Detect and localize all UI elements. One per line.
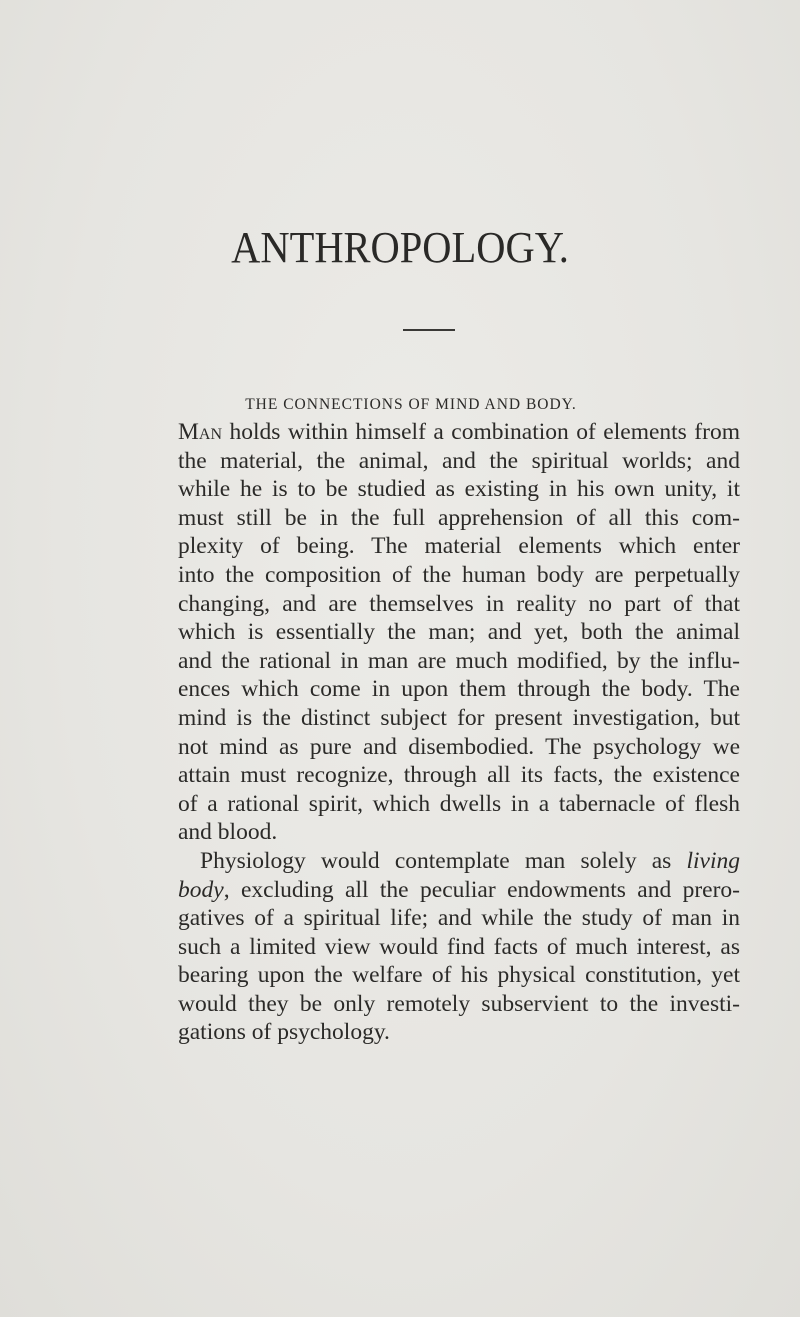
text-line: plexity of being. The material elements which enter — [178, 533, 740, 560]
text-line: which is essentially the man; and yet, both the animal — [178, 619, 740, 646]
text-line: gations of psychology. — [178, 1019, 390, 1046]
text-line: the material, the animal, and the spiritual worlds; and — [178, 447, 740, 474]
italic-term: body — [178, 876, 224, 903]
text-line: changing, and are themselves in reality no part of that — [178, 590, 740, 617]
section-heading: THE CONNECTIONS OF MIND AND BODY. — [245, 396, 577, 413]
text-line: bearing upon the welfare of his physical constitution, yet — [178, 962, 740, 989]
text-line: body, excluding all the peculiar endowments and prero- — [178, 876, 740, 903]
text-line: and the rational in man are much modified, by the influ- — [178, 647, 740, 674]
text-line: must still be in the full apprehension of all this com- — [178, 504, 740, 531]
text-line: mind is the distinct subject for present investigation, but — [178, 704, 740, 731]
text-line: while he is to be studied as existing in his own unity, it — [178, 476, 740, 503]
text-line: attain must recognize, through all its facts, the existence — [178, 762, 740, 789]
italic-term: living — [686, 847, 740, 874]
lead-word: Man — [178, 419, 223, 445]
text-line: ences which come in upon them through the body. The — [178, 676, 740, 703]
text-line: Physiology would contemplate man solely as living — [200, 847, 740, 874]
text-line: would they be only remotely subservient to the investi- — [178, 990, 740, 1017]
text-line: such a limited view would find facts of much interest, as — [178, 933, 740, 960]
text-line: gatives of a spiritual life; and while the study of man in — [178, 905, 740, 932]
text-line: not mind as pure and disembodied. The psychology we — [178, 733, 740, 760]
page-title: ANTHROPOLOGY. — [231, 223, 569, 272]
body-text — [178, 418, 740, 1047]
text-line: and blood. — [178, 819, 278, 846]
text-line: of a rational spirit, which dwells in a tabernacle of flesh — [178, 790, 740, 817]
text-line: into the composition of the human body are perpetually — [178, 561, 740, 588]
title-divider — [403, 329, 455, 331]
text-line: Man holds within himself a combination of elements from — [178, 419, 740, 445]
